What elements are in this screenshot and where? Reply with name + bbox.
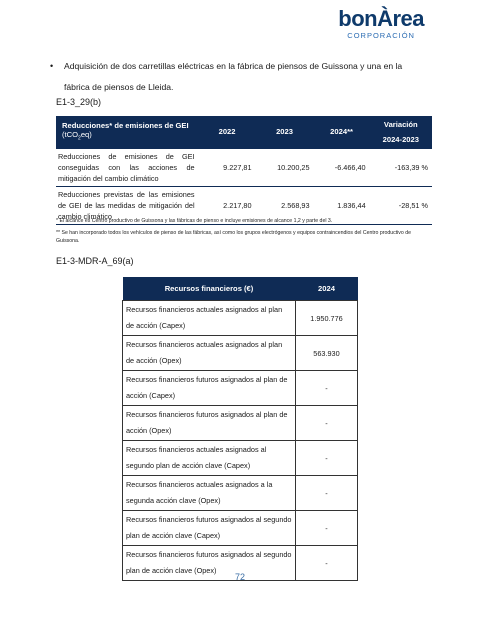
row-label: Recursos financieros futuros asignados al plan de acción (Opex): [123, 406, 296, 441]
header-2022: 2022: [199, 116, 256, 148]
company-logo: [338, 8, 424, 40]
page-number: 72: [234, 572, 245, 582]
section-id-emissions: E1-3_29(b): [56, 97, 102, 107]
row-value: -: [296, 546, 358, 581]
table-row: [56, 148, 432, 186]
bullet-dot: •: [50, 61, 54, 71]
row-value: -: [296, 476, 358, 511]
row-value: 1.950.776: [296, 301, 358, 336]
table-row: [123, 511, 358, 546]
row-label: Recursos financieros actuales asignados al plan de acción (Capex): [123, 301, 296, 336]
row-variation: -28,51 %: [370, 186, 432, 224]
row-value: -: [296, 371, 358, 406]
row-label: Recursos financieros futuros asignados al segundo plan de acción clave (Capex): [123, 511, 296, 546]
row-value-2022: 9.227,81: [199, 148, 256, 186]
table-row: [123, 301, 358, 336]
row-label: Recursos financieros actuales asignados a la segunda acción clave (Opex): [123, 476, 296, 511]
logo-subtitle: CORPORACIÓN: [347, 31, 415, 40]
row-value: 563.930: [296, 336, 358, 371]
row-value-2022: 2.217,80: [199, 186, 256, 224]
row-value: -: [296, 511, 358, 546]
bullet-text: Adquisición de dos carretillas eléctricas en la fábrica de piensos de Guissona y una en la fábrica de piensos de Lleida.: [64, 61, 403, 92]
table-row: [123, 371, 358, 406]
row-value: -: [296, 406, 358, 441]
emissions-reduction-table: [56, 116, 432, 225]
row-label: Recursos financieros futuros asignados al plan de acción (Capex): [123, 371, 296, 406]
header-2024: 2024**: [314, 116, 370, 148]
row-label: Recursos financieros futuros asignados al segundo plan de acción clave (Opex): [123, 546, 296, 581]
footnote-scope: * El alcance es Centro productivo de Guissona y las fábricas de pienso e incluye emisiones de alcance 1,2 y parte del 3.: [56, 218, 333, 224]
logo-wordmark: bonÀrea: [338, 6, 424, 31]
row-label: Recursos financieros actuales asignados al plan de acción (Opex): [123, 336, 296, 371]
table-row: [123, 336, 358, 371]
row-label: Reducciones de emisiones de GEI conseguidas con las acciones de mitigación del cambio climático: [56, 148, 199, 186]
table-row: [123, 476, 358, 511]
header-year: 2024: [296, 277, 358, 301]
financial-resources-table: [122, 277, 358, 581]
header-2023: 2023: [256, 116, 314, 148]
bullet-item: [50, 56, 430, 98]
row-value: -: [296, 441, 358, 476]
table-row: [123, 406, 358, 441]
row-label: Reducciones previstas de las emisiones de GEI de las medidas de mitigación del cambio climático: [56, 186, 199, 224]
row-value-2023: 10.200,25: [256, 148, 314, 186]
row-variation: -163,39 %: [370, 148, 432, 186]
table-header-row: [123, 277, 358, 301]
table-row: [123, 441, 358, 476]
row-value-2024: 1.836,44: [314, 186, 370, 224]
row-value-2023: 2.568,93: [256, 186, 314, 224]
table-header-row: [56, 116, 432, 148]
row-value-2024: -6.466,40: [314, 148, 370, 186]
header-variation: Variación 2024-2023: [370, 116, 432, 148]
footnote-vehicles: ** Se han incorporado todos los vehículos de pienso de las fábricas, así como los grupos electrógenos y equipos contraincendios del Centro productivo de Guissona.: [56, 230, 411, 244]
row-label: Recursos financieros actuales asignados al segundo plan de acción clave (Capex): [123, 441, 296, 476]
header-label: Reducciones* de emisiones de GEI (tCO$_2$eq): [56, 116, 199, 148]
header-label: Recursos financieros (€): [123, 277, 296, 301]
section-id-financial: E1-3-MDR-A_69(a): [56, 256, 134, 266]
